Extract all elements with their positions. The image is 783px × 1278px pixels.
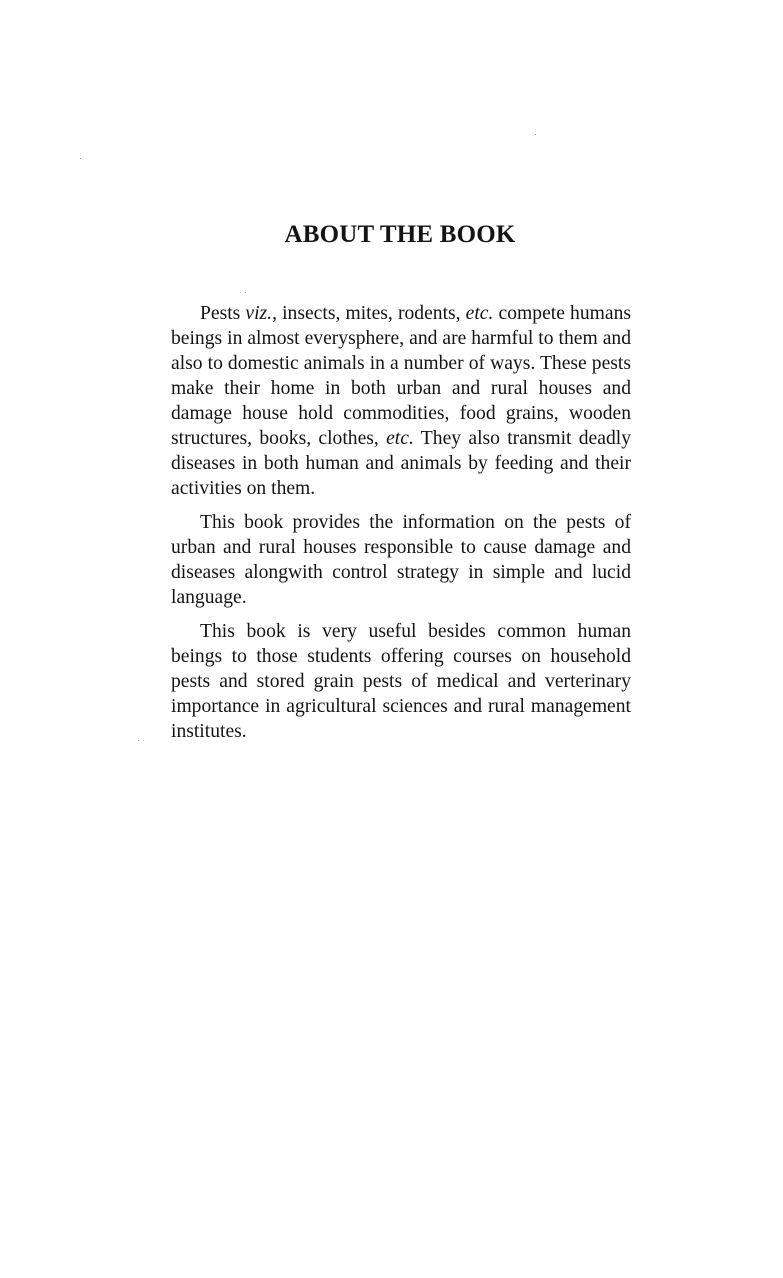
page-title: ABOUT THE BOOK bbox=[284, 221, 516, 248]
italic-text: etc. bbox=[386, 428, 414, 449]
scan-speck bbox=[80, 158, 81, 159]
italic-text: viz., bbox=[245, 303, 277, 324]
paragraph-text: Pests bbox=[200, 303, 246, 324]
paragraph-text: This book provides the information on the pests of urban and rural houses responsible to cause damage and diseases alongwith control strategy in simple and lucid language. bbox=[171, 512, 631, 608]
scan-speck bbox=[245, 292, 246, 293]
paragraph bbox=[171, 619, 631, 744]
scan-speck bbox=[138, 740, 139, 741]
italic-text: etc. bbox=[465, 303, 494, 324]
scan-speck bbox=[535, 134, 536, 135]
paragraph bbox=[171, 301, 631, 501]
paragraph-text: insects, mites, rodents, bbox=[276, 303, 466, 324]
paragraph bbox=[171, 510, 631, 610]
paragraph-text: This book is very useful besides common human beings to those students offering courses on household pests and stored grain pests of medical and verterinary importance in agricultural sciences and rural management institutes. bbox=[171, 621, 631, 742]
paragraph-text: compete humans beings in almost everysphere, and are harmful to them and also to domestic animals in a number of ways. These pests make their home in both urban and rural houses and damage house hold commodities, food grains, wooden structures, books, clothes, bbox=[171, 303, 632, 449]
paragraph-text: They also transmit deadly diseases in both human and animals by feeding and their activities on them. bbox=[171, 428, 631, 499]
about-book-text bbox=[171, 301, 631, 744]
